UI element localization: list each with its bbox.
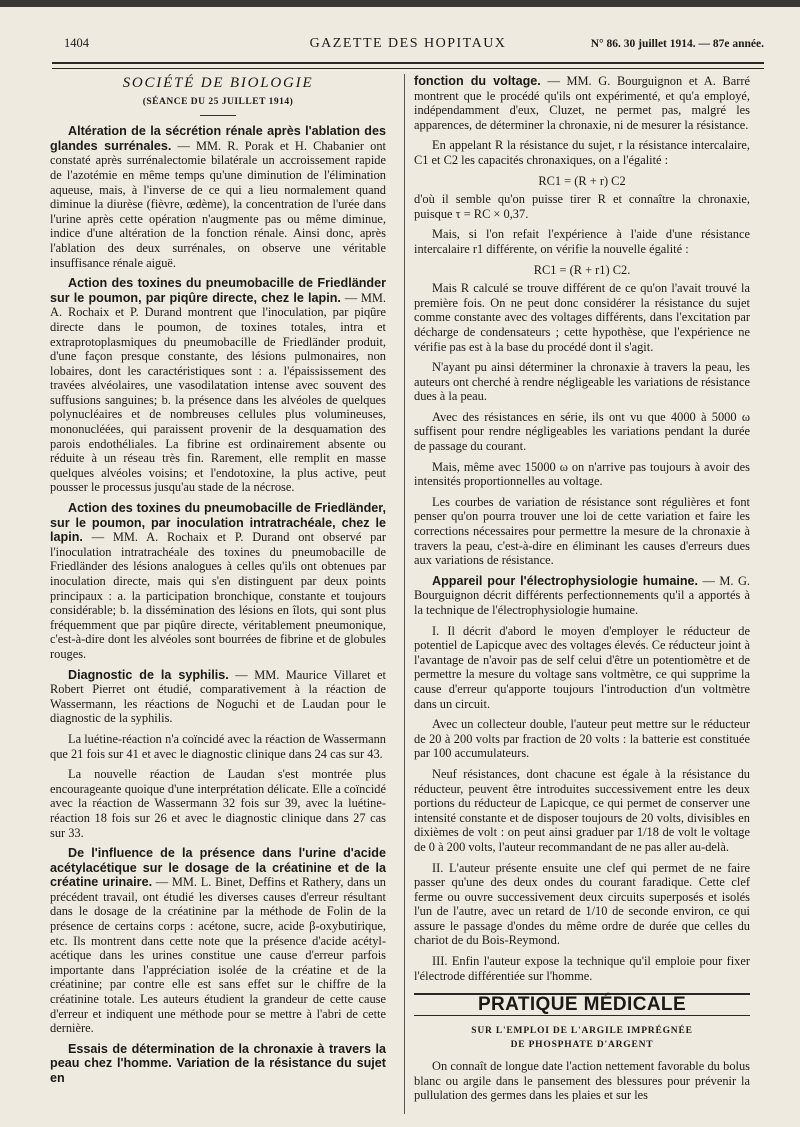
article-body: montrent que le procédé qu'ils ont expérimenté, et qu'a employé, indépendamment d'eux, Cluzet, ne permet pas, malgré les apparences, de déterminer la chronaxie, ni de mesurer la résistance. — [414, 88, 750, 132]
article-authors: — MM. G. Bourguignon et A. Barré — [547, 74, 750, 88]
section-banner — [414, 993, 750, 1016]
top-border — [0, 0, 800, 7]
formula: RC1 = (R + r1) C2. — [533, 262, 631, 277]
article-body: ont constaté après surrénalectomie bilatérale un accroissement rapide de l'azotémie en même temps qu'une diminution de l'élimination aqueuse, mais, à l'inverse de ce qui a lieu normalement quand diminue la diurèse (fièvre, œdème), la concentration de l'urée dans l'urine après cette opération n'augmente pas ou même diminue, indice d'une altération de la fonction rénale. Ainsi donc, après l'ablation des deux surrénales, on observe une véritable insuffisance rénale aiguë. — [50, 138, 386, 270]
paragraph: Mais, si l'on refait l'expérience à l'aide d'une résistance intercalaire r1 différente, on vérifie la nouvelle égalité : — [414, 227, 750, 256]
paragraph: III. Enfin l'auteur expose la technique qu'il emploie pour fixer l'électrode différentiée sur l'homme. — [414, 954, 750, 983]
paragraph: d'où il semble qu'on puisse tirer R et connaître la chronaxie, puisque τ = RC × 0,37. — [414, 192, 750, 221]
paragraph: N'ayant pu ainsi déterminer la chronaxie à travers la peau, les auteurs ont cherché à rendre négligeable les variations de résistance dues à la peau. — [414, 360, 750, 404]
article-heading — [414, 1024, 750, 1053]
article-heading-line: DE PHOSPHATE D'ARGENT — [510, 1040, 654, 1051]
article-heading-line: SUR L'EMPLOI DE L'ARGILE IMPRÉGNÉE — [471, 1025, 693, 1036]
paragraph: On connaît de longue date l'action nettement favorable du bolus blanc ou argile dans le pansement des blessures pour prévenir la pullulation des germes dans les plaies et sur les — [414, 1059, 750, 1103]
article-renal — [50, 124, 386, 270]
article-chronaxie-cont — [414, 74, 750, 132]
section-divider — [200, 115, 236, 116]
article-title: Action des toxines du pneumobacille de Friedländer, sur le poumon, par inoculation intratrachéale, chez le lapin. — [50, 501, 386, 545]
paragraph: Neuf résistances, dont chacune est égale à la résistance du réducteur, peuvent être introduites successivement entre les deux portions du réducteur de Lapicque, ce qui permet de conserver une intensité constante et de disposer toujours de 20 volts, divisibles en dixièmes de volt : on peut ainsi graduer par 1/18 de volt le voltage de 0 à 200 volts, l'auteur recommandant de ne pas aller au-delà. — [414, 766, 750, 854]
paragraph: Mais R calculé se trouve différent de ce qu'on l'avait trouvé la première fois. On ne peut donc considérer la résistance du sujet comme constante avec des voltages différents, dans l'excitation par décharge de condensateurs ; cette hypothèse, que l'expérience ne vérifie pas est à la base du procédé dont il s'agit. — [414, 281, 750, 354]
paragraph: Avec un collecteur double, l'auteur peut mettre sur le réducteur de 20 à 200 volts par fraction de 20 volts : la batterie est constituée par 100 accumulateurs. — [414, 717, 750, 761]
article-friedlander-direct — [50, 276, 386, 495]
article-title: Altération de la sécrétion rénale après l'ablation des glandes surrénales. — [50, 124, 386, 153]
article-authors: — MM. L. Binet, Deffins et Rathery, — [155, 875, 344, 890]
section-title: SOCIÉTÉ DE BIOLOGIE — [122, 75, 314, 91]
article-body: décrit différents perfectionnements qu'il a apportés à la technique de l'électrophysiologie humaine. — [414, 588, 750, 617]
article-title: Action des toxines du pneumobacille de Friedländer sur le poumon, par piqûre directe, chez le lapin. — [50, 276, 386, 305]
paragraph: La luétine-réaction n'a coïncidé avec la réaction de Wassermann que 21 fois sur 41 et avec le diagnostic clinique dans 24 cas sur 43. — [50, 731, 386, 761]
right-column — [414, 74, 750, 1109]
session-date: (SÉANCE DU 25 JUILLET 1914) — [142, 96, 294, 107]
article-body: ont observé par l'inoculation intratrachéale des toxines du pneumobacille de Friedländer des lésions analogues à celles qu'ils ont obtenues par inoculation directe, mais qui s'en distinguent par deux points principaux : a. la participation bronchique, constante et toujours considérable; b. la dissémination des lésions en îlots, qui sont plus fréquemment que par piqûre directe, véritablement pneumonique, c'est-à-dire dont les alvéoles sont bourrées de fibrine et de globules rouges. — [50, 530, 387, 661]
article-authors: — M. G. Bourguignon — [414, 573, 750, 603]
article-title: Essais de détermination de la chronaxie à travers la peau chez l'homme. Variation de la résistance du sujet en — [50, 1041, 386, 1085]
article-authors: — MM. R. Porak et H. Chabanier — [177, 138, 364, 153]
page-number: 1404 — [64, 36, 89, 50]
article-body: dans un précédent travail, ont étudié les diverses causes d'erreur résultant dans le dosage de la créatinine par la méthode de Folin de la présence de certains corps : acétone, sucre, acide β-oxybutirique, etc. Ils montrent dans cette note que la présence d'acide acétyl-acétique dans les urines constitue une cause d'erreur parfois importante dans l'appréciation isolée de la créatine et de la créatinine; par contre elle est sans effet sur le chiffre de la créatinine totale. Les auteurs étudient la grandeur de cette cause d'erreur et indiquent une méthode pour se mettre à l'abri de cette dernière. — [50, 875, 386, 1036]
paragraph: I. Il décrit d'abord le moyen d'employer le réducteur de potentiel de Lapicque avec des voltages élevés. Ce réducteur joint à l'avantage de n'avoir pas de self celui d'être un potentiomètre et de permettre la mesure du voltage sans voltmètre, ce qui supprime la cause d'erreur qu'apporte toujours l'introduction d'un voltmètre dans un circuit. — [414, 623, 750, 711]
issue-info: N° 86. 30 juillet 1914. — 87e année. — [590, 38, 764, 50]
article-friedlander-tracheal — [50, 501, 386, 662]
article-creatinine — [50, 846, 386, 1036]
paragraph: La nouvelle réaction de Laudan s'est montrée plus encourageante quoique d'une interprétation délicate. Elle a coïncidé avec la réaction de Wassermann 32 fois sur 39, avec la luétine-réaction 18 fois sur 26 et avec le diagnostic clinique dans 27 cas sur 33. — [50, 767, 386, 840]
journal-title: GAZETTE DES HOPITAUX — [309, 36, 507, 51]
article-chronaxie-start — [50, 1042, 386, 1086]
article-title: De l'influence de la présence dans l'urine d'acide acétylacétique sur le dosage de la créatinine et de la créatine urinaire. — [50, 846, 386, 890]
header-rule — [52, 62, 764, 64]
header-rule-thin — [52, 68, 764, 69]
article-authors: — MM. Maurice Villaret et Robert Pierret — [50, 667, 386, 697]
article-title: Diagnostic de la syphilis. — [68, 667, 229, 682]
article-syphilis — [50, 668, 386, 726]
column-divider — [404, 74, 405, 1114]
article-authors: — MM. A. Rochaix et P. Durand — [50, 290, 386, 320]
article-title: Appareil pour l'électrophysiologie humaine. — [432, 573, 699, 588]
article-electrophysiology — [414, 574, 750, 618]
paragraph: Les courbes de variation de résistance sont régulières et font penser qu'on pourra trouver une loi de cette variation et faire les corrections nécessaires pour permettre la mesure de la chronaxie à travers la peau, c'est-à-dire en éliminant les causes d'erreurs dues aux variations de résistance. — [414, 494, 750, 568]
article-title: fonction du voltage. — [414, 74, 541, 88]
paragraph: En appelant R la résistance du sujet, r la résistance intercalaire, C1 et C2 les capacités chronaxiques, on a l'égalité : — [414, 138, 750, 167]
article-body: montrent que l'inoculation, par piqûre directe dans le poumon, de toxines totales, intra et extraprotoplasmiques du pneumobacille de Friedländer produit, d'une façon presque constante, des lésions pulmonaires, non lobaires, dont les caractéristiques sont : a. l'épaississement des travées alvéolaires, une vasodilatation intense avec souvent des suffusions sanguines; b. la présence dans les alvéoles de quelques polynucléaires et de nombreuses cellules plus volumineuses, mononucléées, qui paraissent provenir de la desquamation des parois endothéliales. La fibrine est ordinairement absente ou réduite à un réseau très fin. Rarement, elle remplit en masse quelques alvéoles voisins; et l'endotoxine, la plus active, peut pousser le processus jusqu'au stade de la nécrose. — [50, 305, 386, 495]
article-body: ont étudié, comparativement à la réaction de Wassermann, les réactions de Noguchi et de Laudan pour le diagnostic de la syphilis. — [50, 682, 386, 726]
page-header — [52, 36, 764, 62]
paragraph: Avec des résistances en série, ils ont vu que 4000 à 5000 ω suffisent pour rendre négligeables les variations pendant la durée de passage du courant. — [414, 409, 750, 454]
left-column — [50, 74, 386, 1092]
section-heading: PRATIQUE MÉDICALE — [477, 994, 687, 1016]
paragraph: Mais, même avec 15000 ω on n'arrive pas toujours à avoir des intensités proportionnelles au voltage. — [414, 459, 750, 489]
paragraph: II. L'auteur présente ensuite une clef qui permet de ne faire passer qu'une des deux ondes du courant faradique. Cette clef ferme ou ouvre successivement deux circuits superposés et isolés l'un de l'autre, avec un retard de 1/10 de seconde environ, ce qui assure le passage d'ondes du même ordre de durée que celles du chariot de du Bois-Reymond. — [414, 860, 750, 948]
article-authors: — MM. A. Rochaix et P. Durand — [91, 530, 290, 545]
formula: RC1 = (R + r) C2 — [538, 173, 626, 188]
